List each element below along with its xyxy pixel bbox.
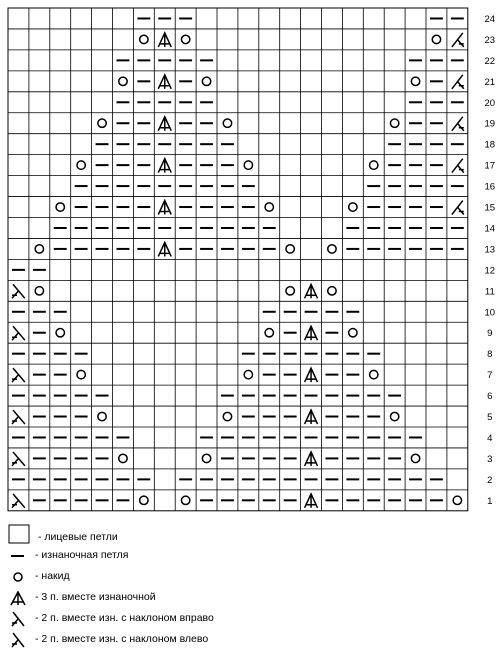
row-number: 6 — [487, 391, 493, 403]
row-number: 22 — [484, 55, 496, 67]
legend-item-purl — [8, 545, 308, 566]
row-number: 12 — [484, 265, 496, 277]
two-together-left-icon — [8, 629, 30, 650]
legend-item-2tog-left — [8, 629, 308, 650]
row-number: 15 — [484, 202, 496, 214]
row-number: 8 — [487, 349, 493, 361]
row-number: 9 — [487, 328, 493, 340]
row-number: 20 — [484, 97, 496, 109]
knit-square-icon — [8, 524, 30, 545]
three-together-purl-icon — [8, 587, 30, 608]
row-number: 7 — [487, 370, 493, 382]
row-number: 14 — [484, 223, 496, 235]
legend-text: - изнаночная петля — [35, 549, 129, 561]
legend-text: - 3 п. вместе изнаночной — [35, 591, 156, 603]
row-number: 19 — [484, 118, 496, 130]
row-number: 2 — [487, 474, 493, 486]
row-number: 4 — [487, 432, 493, 444]
row-number: 13 — [484, 244, 496, 256]
legend-text: - лицевые петли — [38, 531, 118, 543]
legend-text: - 2 п. вместе изн. с наклоном вправо — [35, 612, 214, 624]
yarn-over-icon — [8, 566, 30, 587]
purl-dash-icon — [8, 545, 30, 566]
legend-item-3tog — [8, 587, 308, 608]
legend-item-knit — [8, 524, 308, 545]
row-number: 10 — [484, 307, 496, 319]
legend-text: - накид — [35, 570, 70, 582]
legend-item-yarn-over — [8, 566, 308, 587]
row-number: 21 — [484, 76, 496, 88]
row-number: 1 — [487, 495, 493, 507]
row-number: 16 — [484, 181, 496, 193]
row-number: 11 — [484, 286, 495, 298]
row-number: 24 — [484, 13, 496, 25]
row-number: 17 — [484, 160, 496, 172]
row-number: 18 — [484, 139, 496, 151]
row-number: 23 — [484, 34, 496, 46]
legend — [8, 524, 308, 650]
row-number: 3 — [487, 453, 493, 465]
row-number: 5 — [487, 412, 493, 424]
legend-item-2tog-right — [8, 608, 308, 629]
legend-text: - 2 п. вместе изн. с наклоном влево — [35, 633, 209, 645]
two-together-right-icon — [8, 608, 30, 629]
